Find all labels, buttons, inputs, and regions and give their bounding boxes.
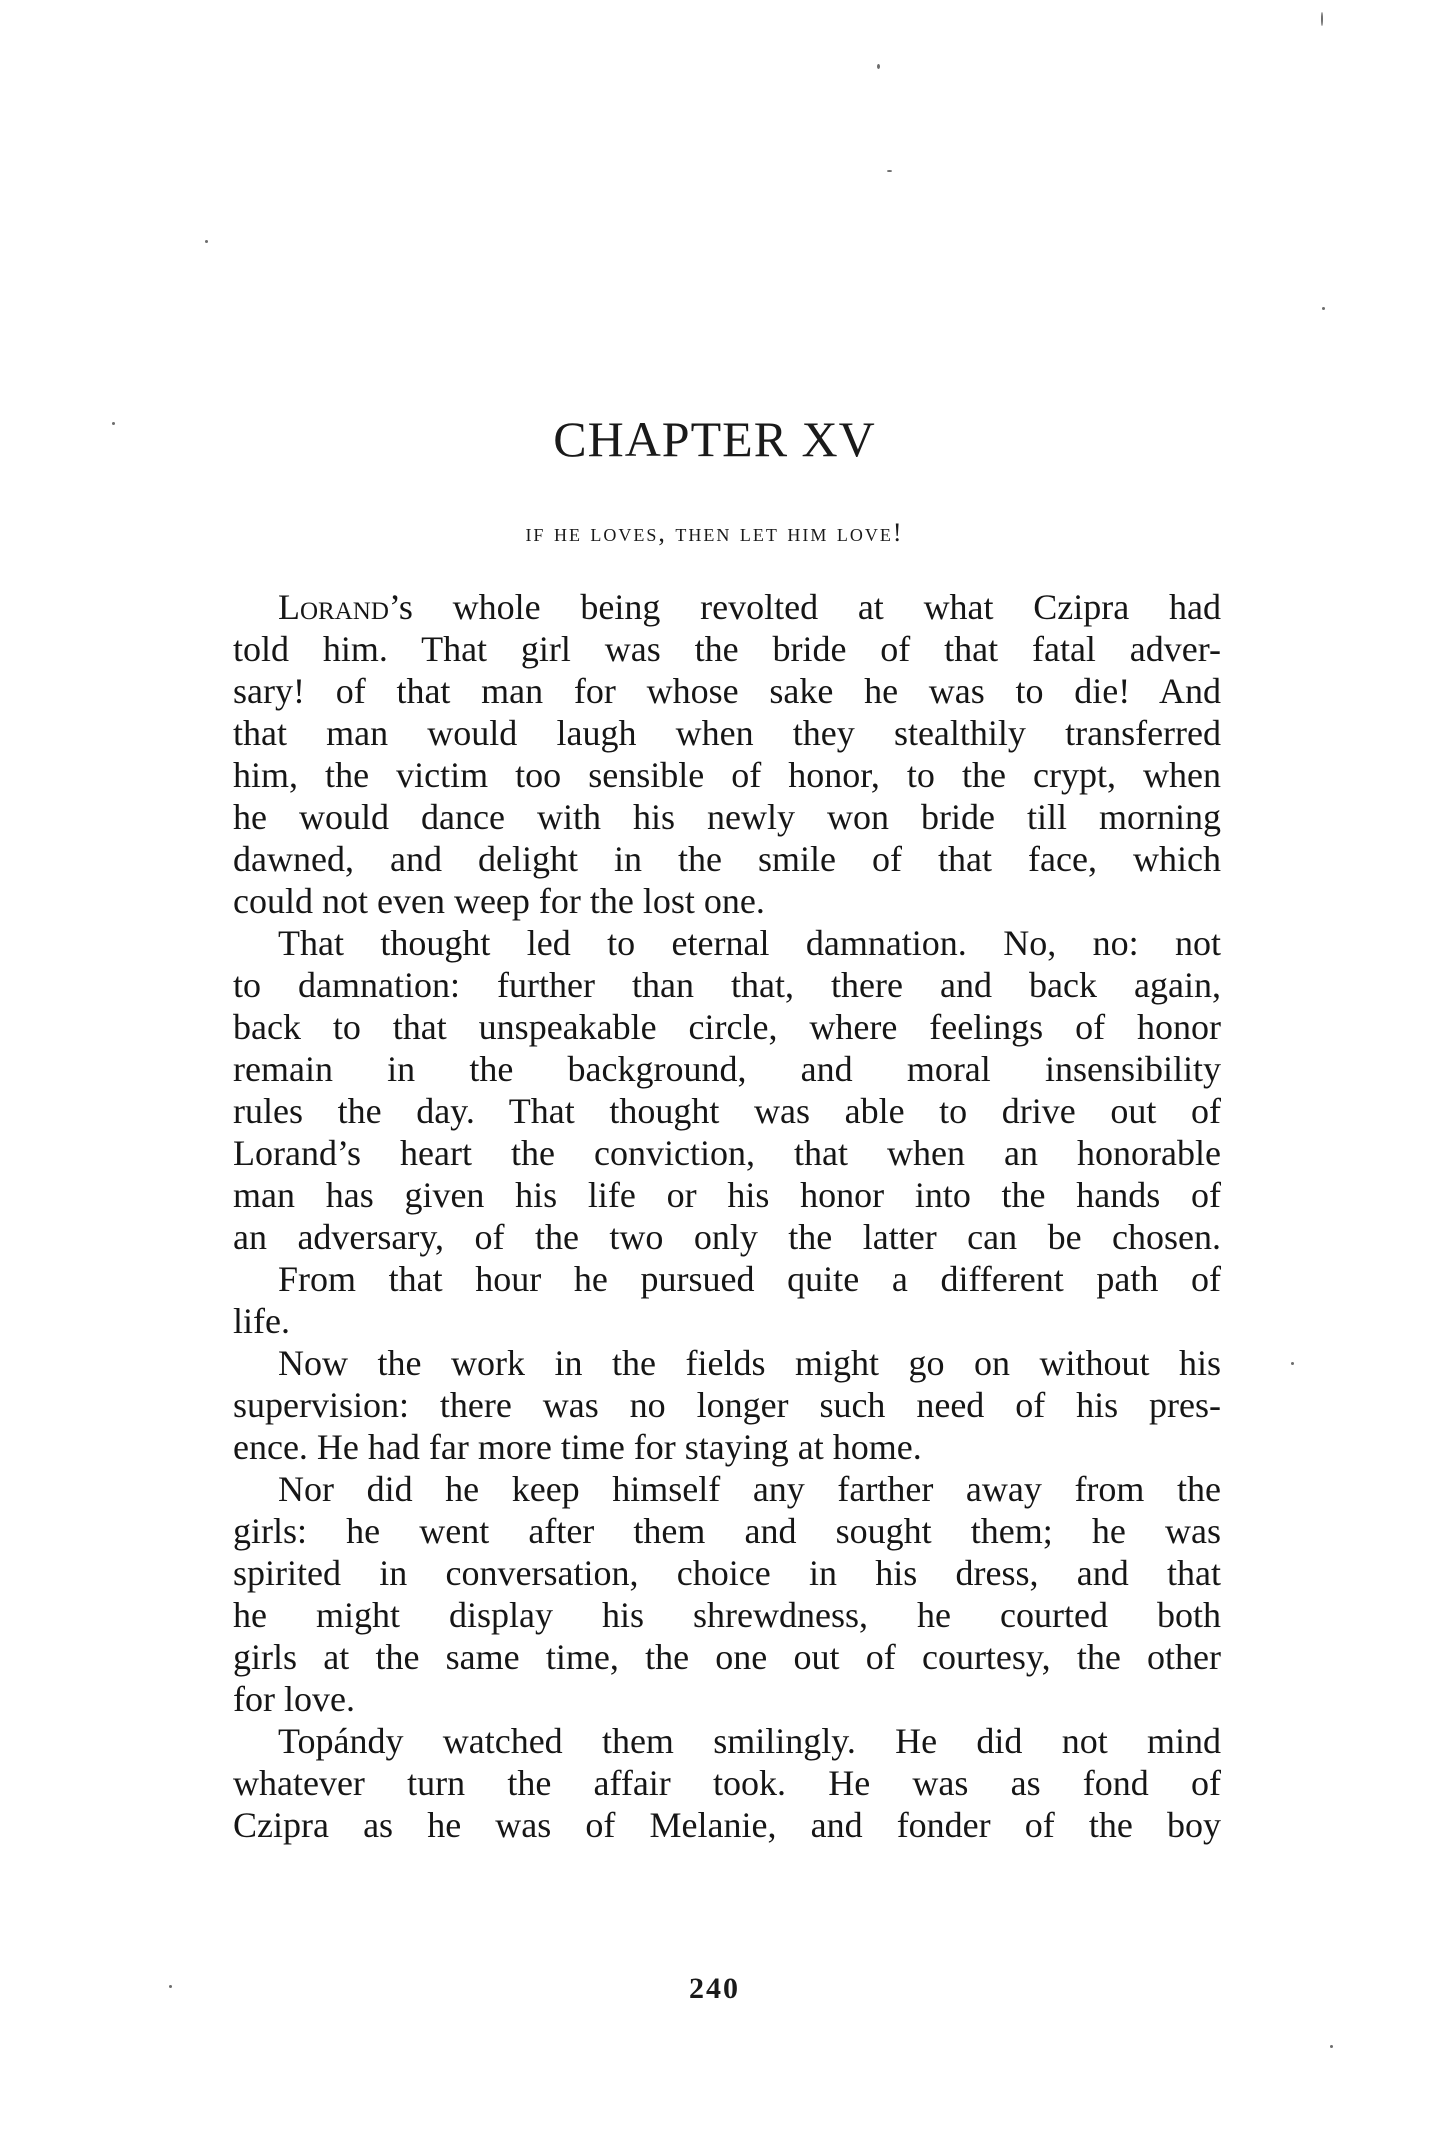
text-line: life. xyxy=(233,1301,290,1341)
scan-speck xyxy=(1330,2045,1333,2048)
text-line: Lorand’s heart the conviction, that when an honorable xyxy=(233,1133,1221,1173)
scan-speck xyxy=(1291,1362,1294,1365)
text-line: girls at the same time, the one out of courtesy, the other xyxy=(233,1637,1221,1677)
text-line: sary! of that man for whose sake he was to die! And xyxy=(233,671,1221,711)
scan-speck xyxy=(1322,307,1325,310)
text-line: to damnation: further than that, there and back again, xyxy=(233,965,1221,1005)
text-line: dawned, and delight in the smile of that face, which xyxy=(233,839,1221,879)
text-line: That thought led to eternal damnation. No, no: not xyxy=(278,923,1221,963)
text-line: rules the day. That thought was able to drive out of xyxy=(233,1091,1221,1131)
body-text xyxy=(233,586,1221,1846)
text-line: Topándy watched them smilingly. He did not mind xyxy=(278,1721,1221,1761)
text-line: that man would laugh when they stealthily transferred xyxy=(233,713,1221,753)
text-line: him, the victim too sensible of honor, to the crypt, when xyxy=(233,755,1221,795)
text-line: he would dance with his newly won bride till morning xyxy=(233,797,1221,837)
scan-speck xyxy=(877,64,880,69)
text-line: remain in the background, and moral insensibility xyxy=(233,1049,1221,1089)
text-line: spirited in conversation, choice in his dress, and that xyxy=(233,1553,1221,1593)
chapter-subtitle: if he loves, then let him love! xyxy=(525,518,904,547)
text-line: an adversary, of the two only the latter can be chosen. xyxy=(233,1217,1221,1257)
page-number: 240 xyxy=(689,1972,740,2005)
lead-suffix: ’s whole being revolted at what Czipra had xyxy=(388,587,1221,627)
text-line: back to that unspeakable circle, where feelings of honor xyxy=(233,1007,1221,1047)
scan-speck xyxy=(205,240,208,243)
text-line: girls: he went after them and sought them; he was xyxy=(233,1511,1221,1551)
text-line: he might display his shrewdness, he courted both xyxy=(233,1595,1221,1635)
text-line: Now the work in the fields might go on without his xyxy=(278,1343,1221,1383)
lead-word: Lorand xyxy=(278,587,389,627)
text-line: told him. That girl was the bride of that fatal adver- xyxy=(233,629,1221,669)
text-line: ence. He had far more time for staying at home. xyxy=(233,1427,922,1467)
scan-speck xyxy=(1321,12,1323,26)
text-line: supervision: there was no longer such need of his pres- xyxy=(233,1385,1221,1425)
text-line xyxy=(233,586,1221,628)
text-line: whatever turn the affair took. He was as fond of xyxy=(233,1763,1221,1803)
text-line: could not even weep for the lost one. xyxy=(233,881,765,921)
text-line: From that hour he pursued quite a different path of xyxy=(278,1259,1221,1299)
text-line: Nor did he keep himself any farther away from the xyxy=(278,1469,1221,1509)
chapter-title: CHAPTER XV xyxy=(553,411,876,467)
text-line: for love. xyxy=(233,1679,355,1719)
scan-speck xyxy=(887,170,892,172)
text-line: Czipra as he was of Melanie, and fonder of the boy xyxy=(233,1805,1221,1845)
text-line: man has given his life or his honor into the hands of xyxy=(233,1175,1221,1215)
